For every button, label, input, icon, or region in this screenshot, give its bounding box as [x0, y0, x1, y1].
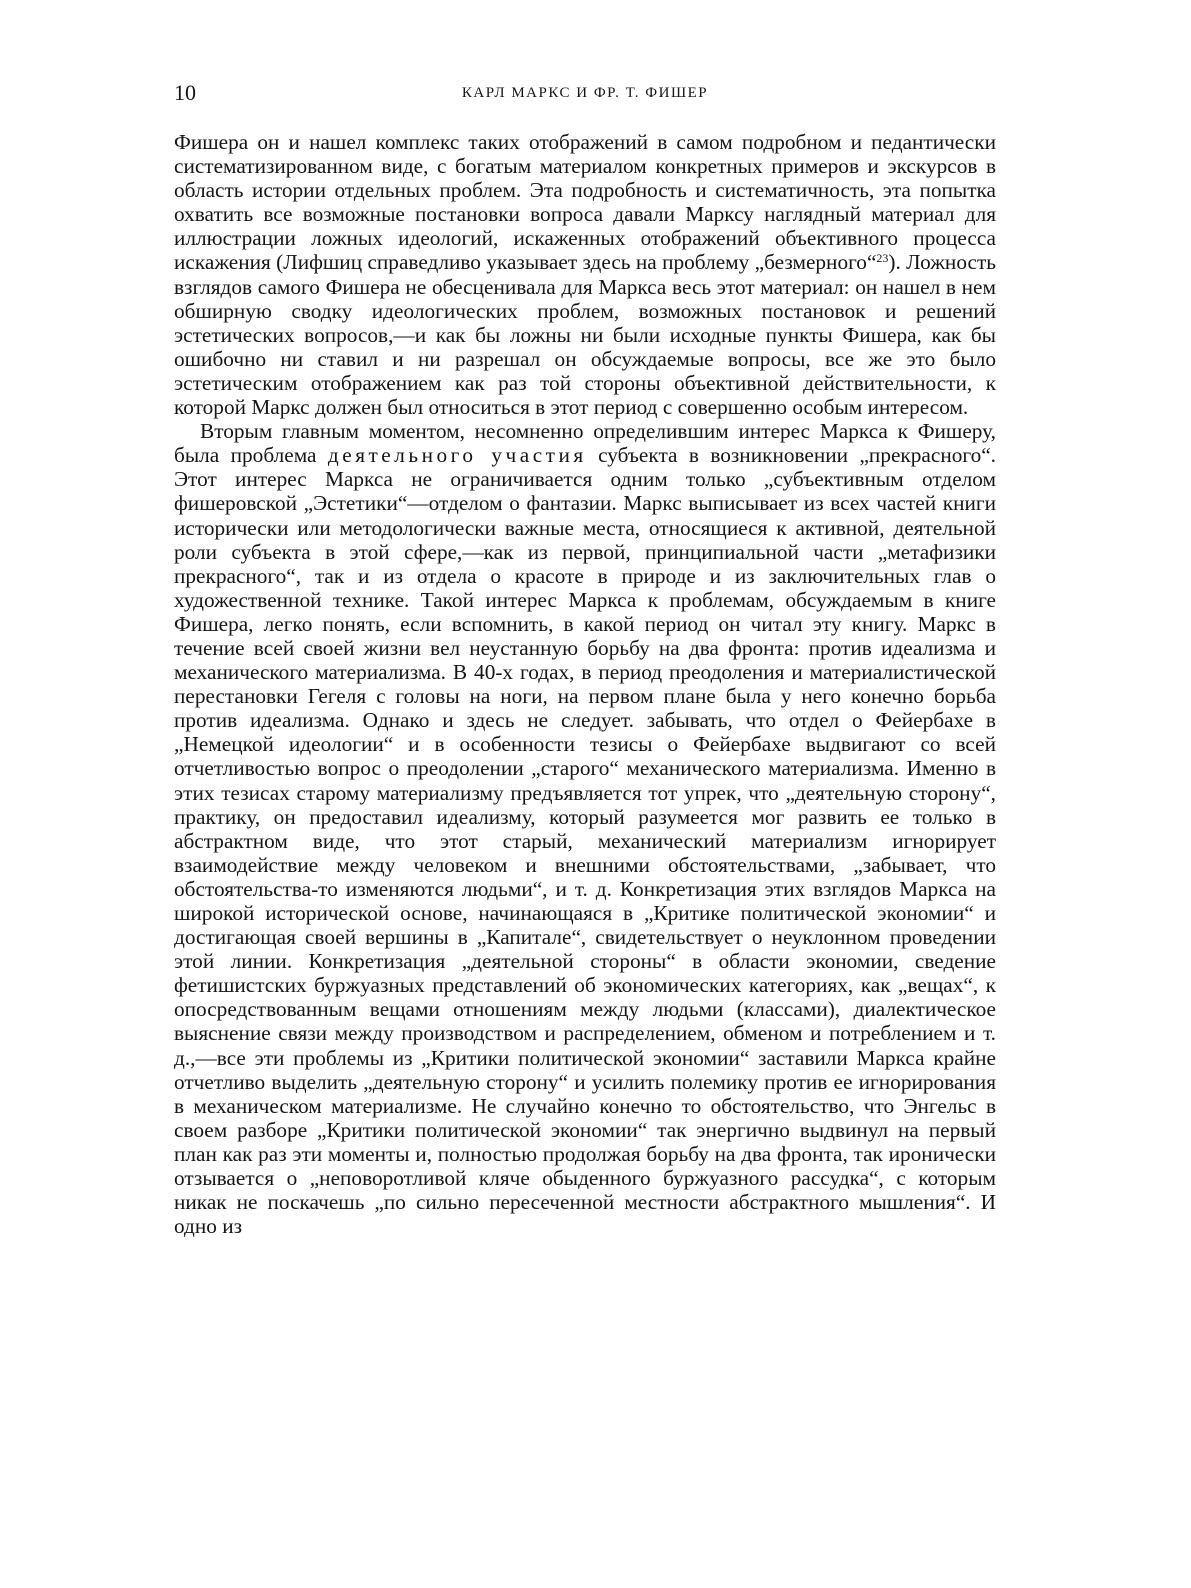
spaced-emphasis: деятельного участия [327, 443, 587, 468]
page-number: 10 [174, 80, 196, 105]
footnote-reference: 23 [876, 251, 889, 266]
running-header [174, 80, 996, 108]
paragraph-2-text-b: субъекта в возникновении „прекрасного“. Этот интерес Маркса не ограничивается одним только „субъективным отделом фишеровской „Эстетики“—отделом о фантазии. Маркс выписывает из всех частей книги исторически или методологически важные места, относящиеся к активной, деятельной роли субъекта в этой сфере,—как из первой, принципиальной части „метафизики прекрасного“, так и из отдела о красоте в природе и из заключительных глав о художественной технике. Такой интерес Маркса к проблемам, обсуждаемым в книге Фишера, легко понять, если вспомнить, в какой период он читал эту книгу. Маркс в течение всей своей жизни вел неустанную борьбу на два фронта: против идеализма и механического материализма. В 40-х годах, в период преодоления и материалистической перестановки Гегеля с головы на ноги, на первом плане была у него конечно борьба против идеализма. Однако и здесь не следует. забывать, что отдел о Фейербахе в „Немецкой идеологии“ и в особенности тезисы о Фейербахе выдвигают со всей отчетливостью вопрос о преодолении „старого“ механического материализма. Именно в этих тезисах старому материализму предъявляется тот упрек, что „деятельную сторону“, практику, он предоставил идеализму, который разумеется мог развить ее только в абстрактном виде, что этот старый, механический материализм игнорирует взаимодействие между человеком и внешними обстоятельствами, „забывает, что обстоятельства-то изменяются людьми“, и т. д. Конкретизация этих взглядов Маркса на широкой исторической основе, начинающаяся в „Критике политической экономии“ и достигающая своей вершины в „Капитале“, свидетельствует о неуклонном проведении этой линии. Конкретизация „деятельной стороны“ в области экономии, сведение фетишистских буржуазных представлений об экономических категориях, как „вещах“, к опосредствованным вещами отношениям между людьми (классами), диалектическое выяснение связи между производством и распределением, обменом и потреблением и т. д.,—все эти проблемы из „Критики политической экономии“ заставили Маркса крайне отчетливо выделить „деятельную сторону“ и усилить полемику против ее игнорирования в механическом материализме. Не случайно конечно то обстоятельство, что Энгельс в своем разборе „Критики политической экономии“ так энергично выдвинул на первый план как раз эти моменты и, полностью продолжая борьбу на два фронта, так иронически отзывается о „неповоротливой кляче обыденного буржуазного рассудка“, с которым никак не поскачешь „по сильно пересеченной местности абстрактного мышления“. И одно из [174, 443, 997, 1239]
paragraph-2-text-a: Вторым главным моментом, несомненно определившим интерес Маркса к Фишеру, была проблема [174, 419, 996, 468]
book-page [174, 80, 996, 1238]
body-text [174, 130, 996, 1238]
paragraph-2 [174, 419, 996, 1238]
running-title: КАРЛ МАРКС И ФР. Т. ФИШЕР [461, 85, 709, 101]
paragraph-1 [174, 130, 996, 419]
paragraph-1-text-b: ). Ложность взглядов самого Фишера не обесценивала для Маркса весь этот материал: он нашел в нем обширную сводку идеологических проблем, возможных постановок и решений эстетических вопросов,—и как бы ложны ни были исходные пункты Фишера, как бы ошибочно ни ставил и ни разрешал он обсуждаемые вопросы, все же это было эстетическим отображением как раз той стороны объективной действительности, к которой Маркс должен был относиться в этот период с совершенно особым интересом. [174, 250, 996, 420]
paragraph-1-text-a: Фишера он и нашел комплекс таких отображений в самом подробном и педантически систематизированном виде, с богатым материалом конкретных примеров и экскурсов в область истории отдельных проблем. Эта подробность и систематичность, эта попытка охватить все возможные постановки вопроса давали Марксу наглядный материал для иллюстрации ложных идеологий, искаженных отображений объективного процесса искажения (Лифшиц справедливо указывает здесь на проблему „безмерного“ [174, 130, 996, 275]
